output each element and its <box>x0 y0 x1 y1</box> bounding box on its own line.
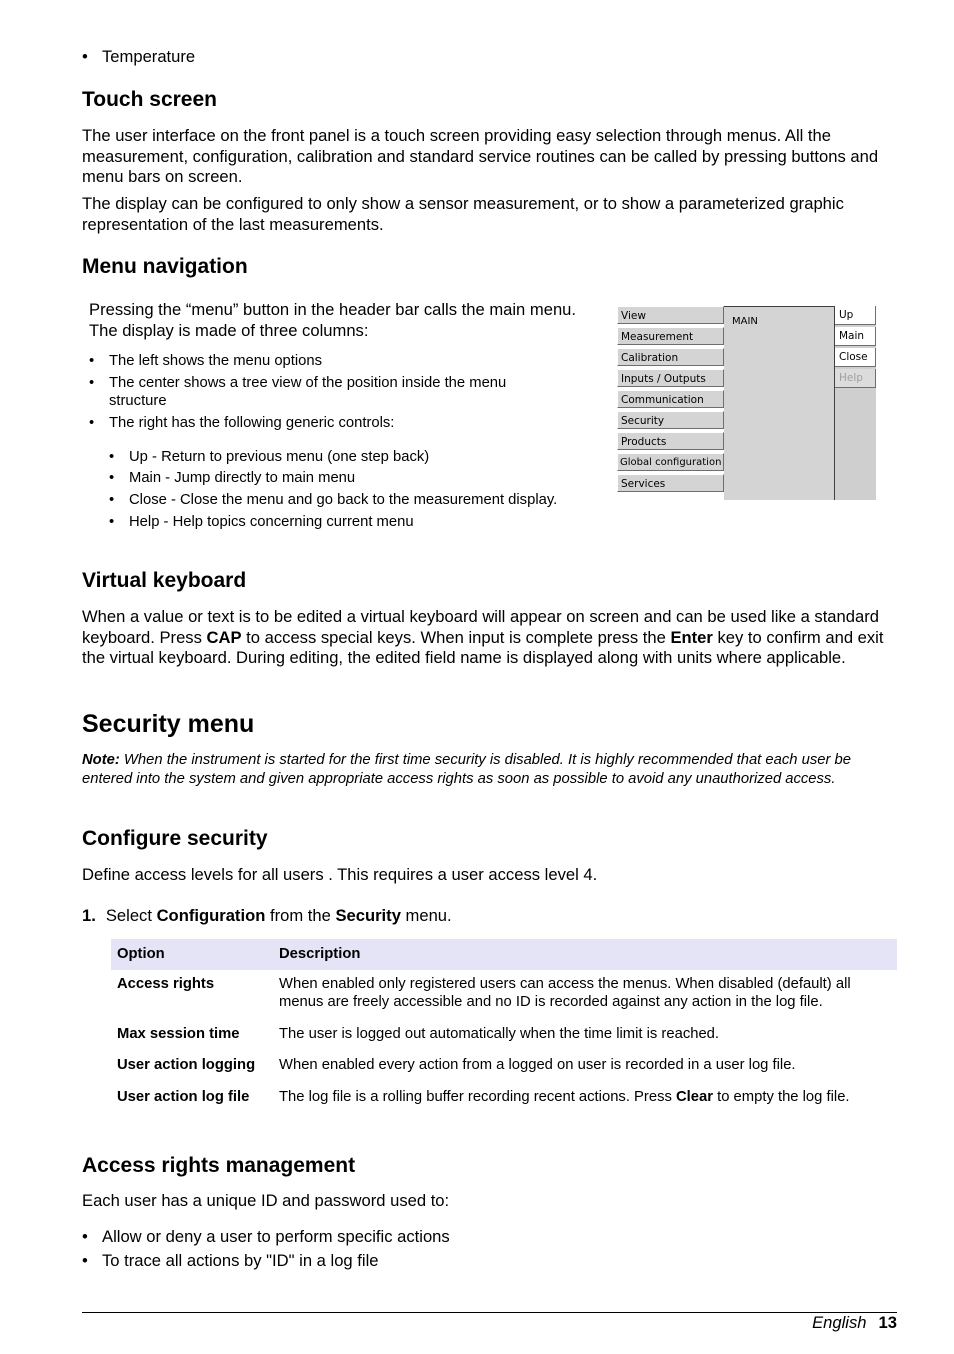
menu-item-services: Services <box>617 474 724 492</box>
virtual-keyboard-heading: Virtual keyboard <box>82 569 247 592</box>
column-header-option: Option <box>111 939 273 970</box>
menu-navigation-heading: Menu navigation <box>82 255 248 278</box>
main-menu-screenshot <box>617 306 876 500</box>
touch-screen-paragraph-2: The display can be configured to only show a sensor measurement, or to show a parameterized graphic representation of the last measurements. <box>82 194 844 234</box>
touch-screen-paragraph-1: The user interface on the front panel is a touch screen providing easy selection through menus. All the measurement, configuration, calibration and standard service routines can be called by pressing buttons and menu bars on screen. <box>82 126 879 186</box>
menu-item-security: Security <box>617 411 724 429</box>
menu-item-products: Products <box>617 432 724 450</box>
table-row: Max session time The user is logged out automatically when the time limit is reached. <box>117 1025 720 1042</box>
menu-navigation-intro: Pressing the “menu” button in the header bar calls the main menu. The display is made of three columns: <box>89 300 577 340</box>
table-header-row <box>111 939 897 970</box>
menu-item-calibration: Calibration <box>617 348 724 366</box>
configure-security-intro: Define access levels for all users . This requires a user access level 4. <box>82 865 598 884</box>
menu-item-global-configuration: Global configuration <box>617 453 724 471</box>
menu-item-measurement: Measurement <box>617 327 724 345</box>
table-row: Access rights When enabled only registered users can access the menus. When disabled (default) all menus are freely accessible and no ID is recorded against any action in the log file. <box>117 975 851 1010</box>
step-1: 1. Select Configuration from the Security menu. <box>82 906 452 925</box>
menu-item-view: View <box>617 306 724 324</box>
menu-controls-column <box>834 306 876 500</box>
page-footer <box>812 1313 897 1333</box>
menu-tree-title: MAIN <box>732 316 758 327</box>
menu-help-button: Help <box>835 369 876 388</box>
column-header-description: Description <box>273 939 897 970</box>
menu-item-inputs-outputs: Inputs / Outputs <box>617 369 724 387</box>
table-row: User action log file The log file is a rolling buffer recording recent actions. Press Clear to empty the log file. <box>117 1088 850 1105</box>
menu-item-communication: Communication <box>617 390 724 408</box>
table-row: User action logging When enabled every action from a logged on user is recorded in a user log file. <box>117 1057 796 1073</box>
footer-language: English <box>812 1313 867 1332</box>
note: Note: When the instrument is started for the first time security is disabled. It is highly recommended that each user be entered into the system and given appropriate access rights as soon as possible to avoid any unauthorized access. <box>82 752 851 787</box>
footer-divider <box>82 1312 897 1313</box>
touch-screen-heading: Touch screen <box>82 88 217 111</box>
menu-tree-column <box>724 306 834 500</box>
access-rights-heading: Access rights management <box>82 1154 356 1177</box>
configure-security-heading: Configure security <box>82 827 268 850</box>
page-number: 13 <box>878 1313 897 1332</box>
security-menu-heading: Security menu <box>82 710 255 738</box>
virtual-keyboard-paragraph: When a value or text is to be edited a virtual keyboard will appear on screen and can be used like a standard keyboard. Press CAP to access special keys. When input is complete press the Enter key to confirm and exit the virtual keyboard. During editing, the edited field name is displayed along with units where applicable. <box>82 607 884 667</box>
security-options-table <box>111 939 897 1114</box>
access-rights-intro: Each user has a unique ID and password used to: <box>82 1191 450 1210</box>
menu-main-button: Main <box>835 327 876 346</box>
menu-up-button: Up <box>835 306 876 325</box>
menu-options-column <box>617 306 724 500</box>
menu-close-button: Close <box>835 348 876 367</box>
